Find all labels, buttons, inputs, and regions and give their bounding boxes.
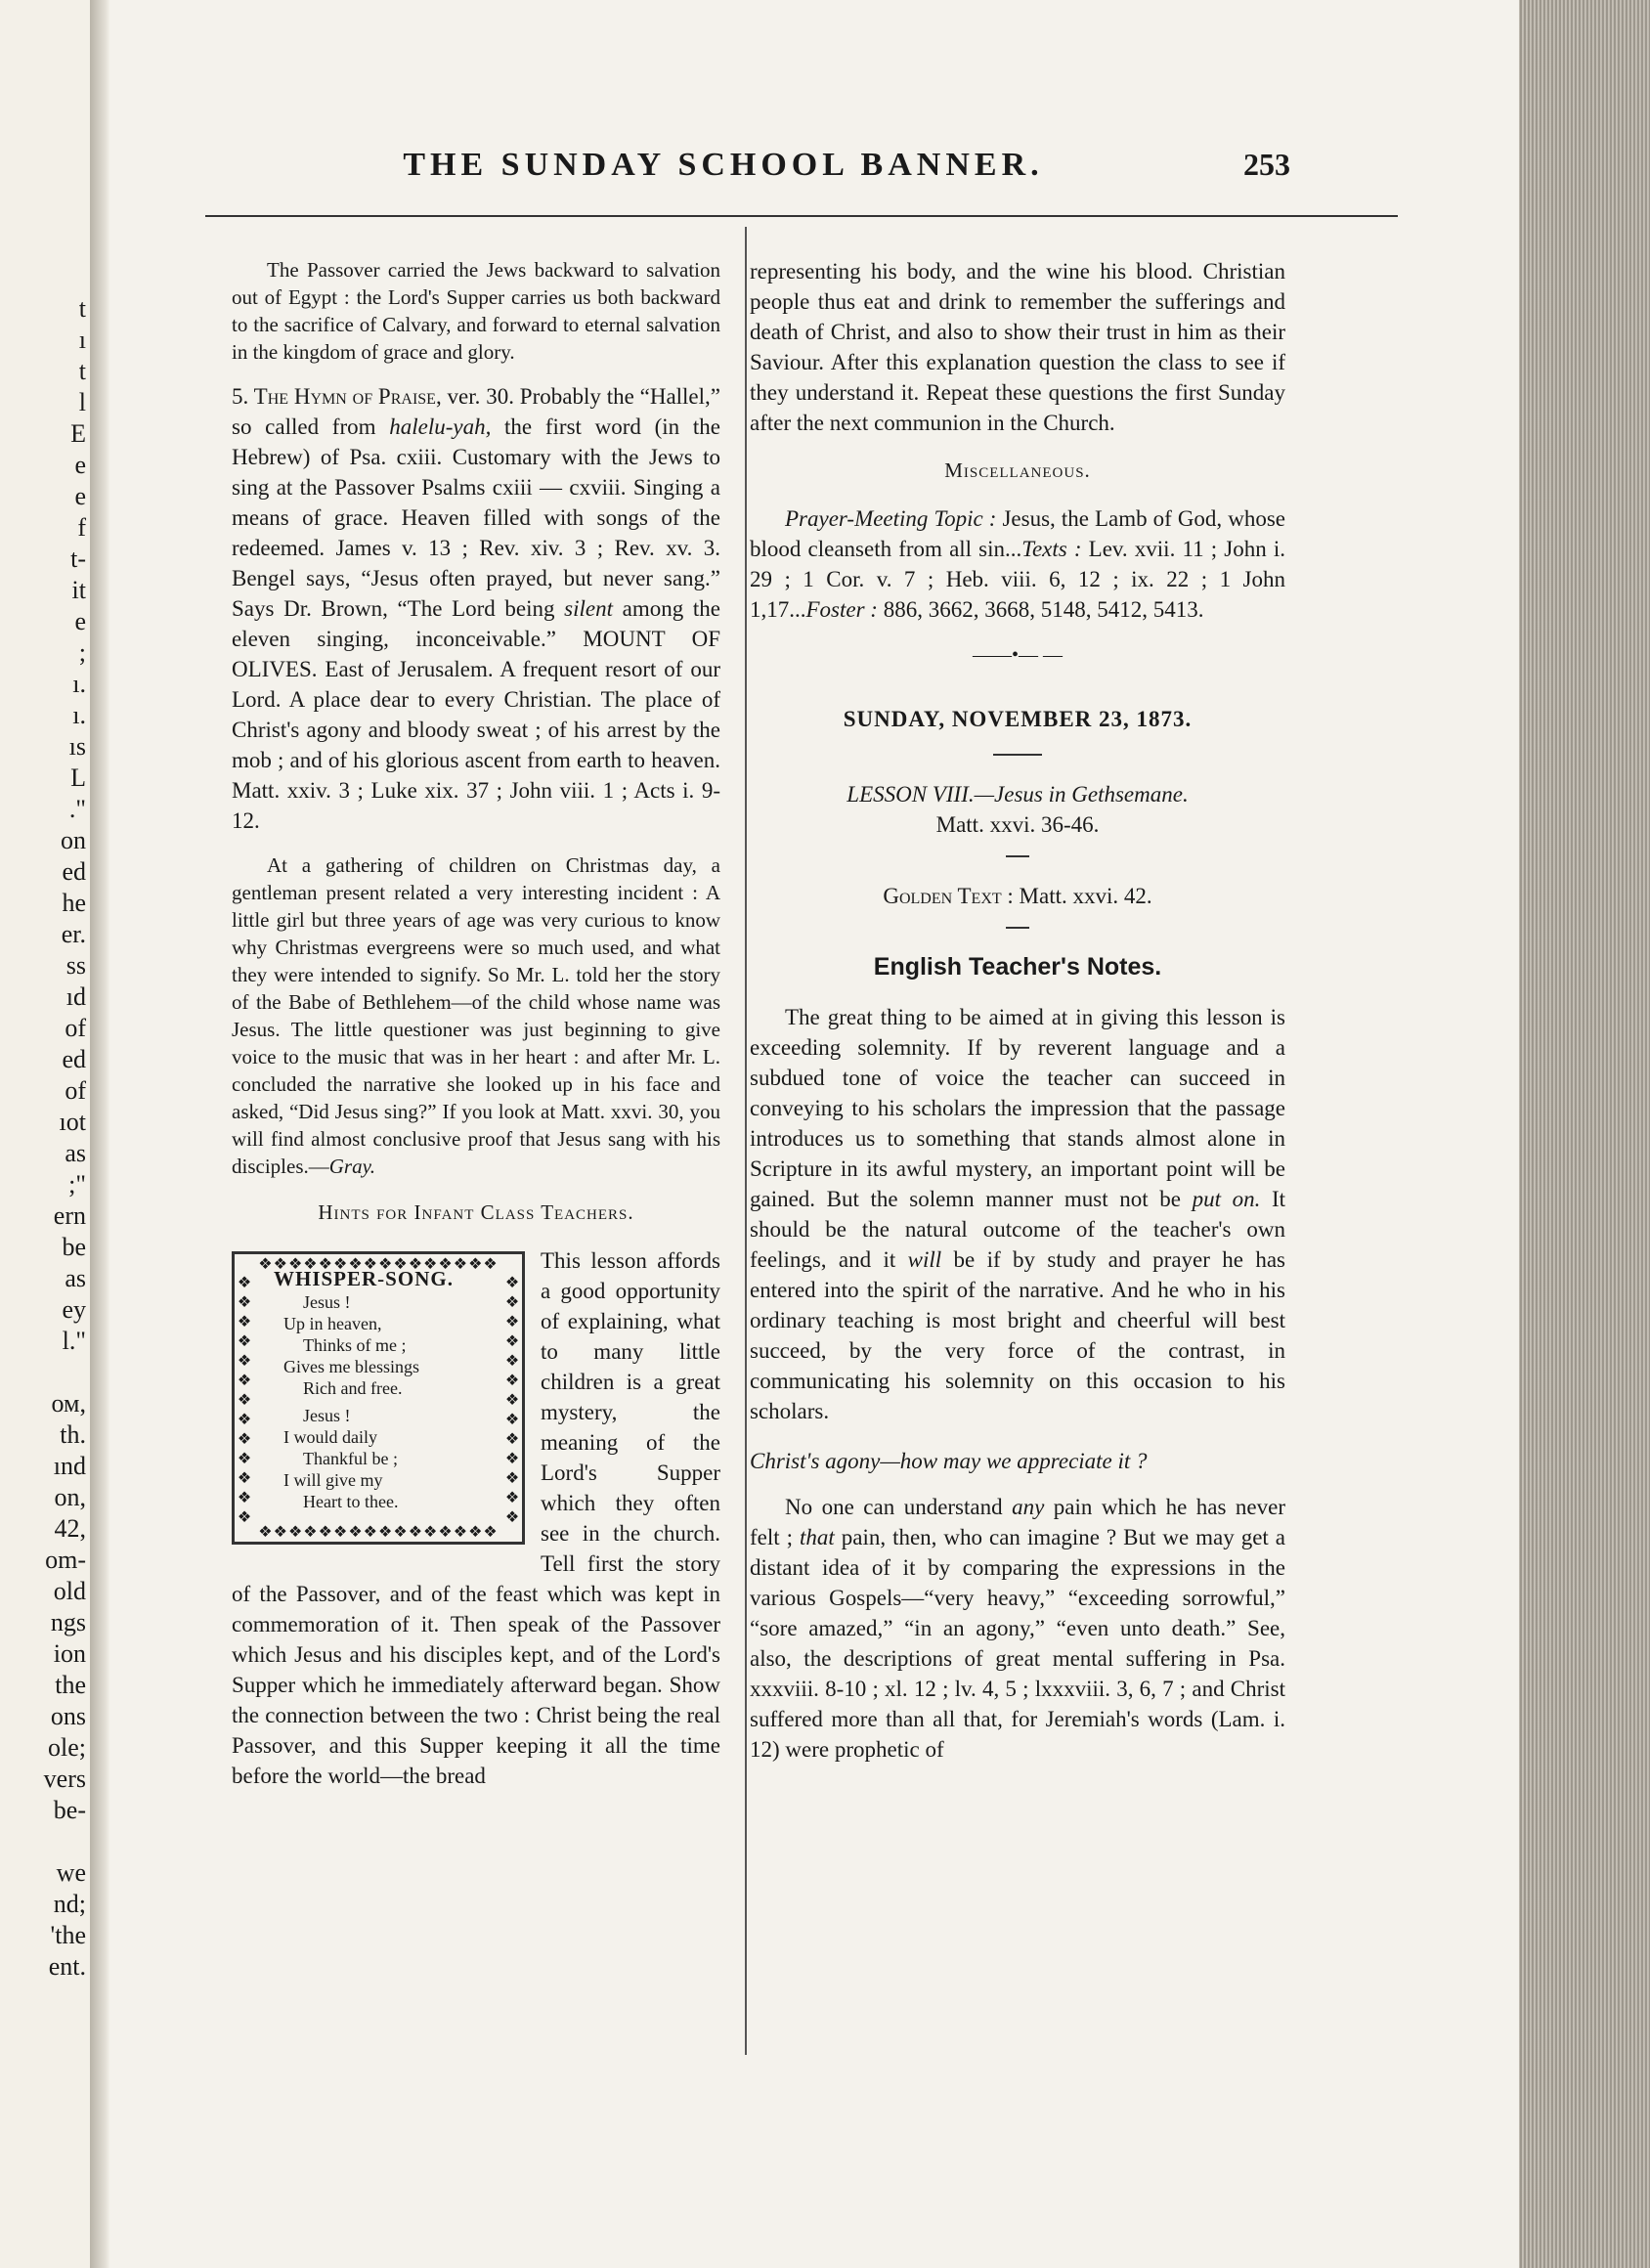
facing-page-fragment: ; <box>78 638 86 667</box>
italic-run: that <box>800 1525 835 1549</box>
italic-run: will <box>907 1247 942 1272</box>
facing-page-fragment: it <box>71 576 86 604</box>
song-line: Up in heaven, <box>283 1314 382 1333</box>
italic-run: any <box>1012 1495 1045 1519</box>
facing-page-fragment: ent. <box>48 1952 86 1981</box>
facing-page-fragment: on, <box>54 1483 86 1511</box>
hymn-of-praise-paragraph <box>232 381 720 836</box>
facing-page-fragment: 'the <box>50 1921 86 1949</box>
prayer-label: Prayer-Meeting Topic : <box>785 506 997 531</box>
lesson-reference: Matt. xxvi. 36-46. <box>935 812 1100 837</box>
texts-label: Texts : <box>1021 537 1082 561</box>
text-run: pain which he has never felt ; <box>750 1495 1285 1549</box>
facing-page-fragment: ss <box>65 951 86 980</box>
facing-page-fragment <box>0 1826 90 1857</box>
christmas-anecdote-paragraph <box>232 851 720 1180</box>
song-line: Rich and free. <box>303 1378 403 1398</box>
lesson-date: SUNDAY, NOVEMBER 23, 1873. <box>843 707 1193 731</box>
facing-page-fragment: ons <box>50 1702 86 1730</box>
agony-heading-text: Christ's agony—how may we appreciate it ? <box>750 1449 1148 1473</box>
section-ornament: ——•— — <box>972 644 1063 666</box>
facing-page-fragment: be <box>62 1233 86 1261</box>
text-run: Jesus, the Lamb of God, whose blood cleanseth from all sin... <box>750 506 1285 561</box>
facing-page-fragment: ern <box>53 1201 86 1230</box>
facing-page-fragment: he <box>62 889 86 917</box>
facing-page-fragment: e <box>74 607 86 635</box>
facing-page-fragment: e <box>74 451 86 479</box>
facing-page-fragment: t <box>78 294 86 323</box>
facing-page-fragment: on <box>61 826 86 854</box>
facing-page-fragment: ı. <box>72 670 86 698</box>
text-run: No one can understand <box>785 1495 1013 1519</box>
facing-page-fragment: ı <box>78 326 86 354</box>
facing-page-fragment: ıd <box>65 982 86 1011</box>
facing-page-fragment: ey <box>62 1295 86 1324</box>
song-line: Gives me blessings <box>283 1357 419 1376</box>
facing-page-edge <box>0 0 90 2268</box>
facing-page-fragment: we <box>56 1858 86 1887</box>
short-rule <box>1006 927 1029 929</box>
text-run: It should be the natural outcome of the teacher's own feelings, and it <box>750 1187 1285 1272</box>
column-left <box>232 256 720 1807</box>
facing-page-fragment: ınd <box>53 1452 86 1480</box>
facing-page-fragment: ion <box>53 1639 86 1668</box>
golden-text-label: Golden Text : <box>883 884 1014 908</box>
ornamental-border-top: ❖❖❖❖❖❖❖❖❖❖❖❖❖❖❖❖ <box>258 1256 499 1273</box>
facing-page-fragment: ом, <box>51 1389 86 1418</box>
golden-text <box>750 881 1285 911</box>
miscellaneous-heading: Miscellaneous. <box>944 458 1091 482</box>
song-line: I will give my <box>283 1470 383 1490</box>
facing-page-text-fragments <box>0 293 90 1983</box>
text-run: The great thing to be aimed at in giving this lesson is exceeding solemnity. If by reverent language and a subdued tone of voice the teacher can succeed in conveying to his scholars the impression that the passage introduces us to something that stands almost alone in Scripture in its awful mystery, an important point will be gained. But the solemn manner must not be <box>750 1005 1285 1211</box>
ornamental-border-right: ❖ ❖ ❖ ❖ ❖ ❖ ❖ ❖ ❖ ❖ ❖ ❖ ❖ <box>504 1275 520 1522</box>
foster-label: Foster : <box>805 597 878 622</box>
facing-page-fragment: of <box>65 1076 86 1105</box>
facing-page-fragment: ıot <box>59 1108 86 1136</box>
book-gutter <box>90 0 109 2268</box>
agony-paragraph <box>750 1492 1285 1765</box>
communion-paragraph: representing his body, and the wine his blood. Christian people thus eat and drink to remember the sufferings and death of Christ, and also to show their trust in him as their Saviour. After this explanation question the class to see if they understand it. Repeat these questions the first Sunday after the next communion in the Church. <box>750 259 1285 435</box>
facing-page-fragment: f <box>77 513 86 542</box>
column-divider <box>745 227 747 2055</box>
lesson-name: —Jesus in Gethsemane. <box>974 782 1189 807</box>
facing-page-fragment: ı. <box>72 701 86 729</box>
golden-text-ref: Matt. xxvi. 42. <box>1013 884 1152 908</box>
hymn-heading: 5. The Hymn of Praise, <box>232 384 442 409</box>
author-attribution: Gray. <box>328 1155 375 1178</box>
facing-page-fragment: ole; <box>48 1733 86 1762</box>
infant-class-paragraph: This lesson affords a good opportunity of explaining, what to many little children is a great mystery, the meaning of the Lord's Supper which they often see in the church. Tell first the story of the Passover, and of the feast which was kept in commemoration of it. Then speak of the Passover which Jesus and his disciples kept, and of the Lord's Supper which he immediately afterward began. Show the connection between the two : Christ being the real Passover, and this Supper keeping it all the time before the world—the bread <box>232 1248 720 1788</box>
italic-run: silent <box>564 596 614 621</box>
whisper-song-box <box>232 1251 525 1545</box>
facing-page-fragment: ." <box>68 795 86 823</box>
facing-page-fragment: the <box>55 1671 86 1699</box>
song-line: Jesus ! <box>303 1406 351 1425</box>
facing-page-fragment: ;" <box>68 1170 86 1199</box>
facing-page-fragment: th. <box>60 1420 86 1449</box>
text-run: be if by study and prayer he has entered into the spirit of the narrative. And he who in his ordinary teaching is most bright and cheerful will best succeed, by the very force of the contrast, in communicating his solemnity on this occasion to his scholars. <box>750 1247 1286 1423</box>
book-page <box>109 0 1519 2268</box>
facing-page-fragment: ed <box>62 1045 86 1073</box>
facing-page-fragment: ngs <box>50 1608 86 1636</box>
facing-page-fragment: old <box>53 1577 86 1605</box>
facing-page-fragment: e <box>74 482 86 510</box>
ornamental-border-left: ❖ ❖ ❖ ❖ ❖ ❖ ❖ ❖ ❖ ❖ ❖ ❖ ❖ <box>237 1275 252 1522</box>
facing-page-fragment: om- <box>45 1546 86 1574</box>
facing-page-fragment: of <box>65 1014 86 1042</box>
teachers-notes-heading: English Teacher's Notes. <box>873 953 1162 981</box>
text-run: among the eleven singing, inconceivable.” MOUNT OF OLIVES. East of Jerusalem. A frequent resort of our Lord. A place dear to every Christian. The place of Christ's agony and bloody sweat ; of his arrest by the mob ; and of his glorious ascent from earth to heaven. Matt. xxiv. 3 ; Luke xix. 37 ; John viii. 1 ; Acts i. 9-12. <box>232 596 720 833</box>
book-page-stack-edge <box>1519 0 1650 2268</box>
text-run: 886, 3662, 3668, 5148, 5412, 5413. <box>877 597 1204 622</box>
facing-page-fragment: vers <box>43 1765 86 1793</box>
short-rule <box>1006 855 1029 857</box>
text-run: At a gathering of children on Christmas day, a gentleman present related a very interesting incident : A little girl but three years of age was very curious to know why Christmas evergreens were so much used, and what they were intended to signify. So Mr. L. told her the story of the Babe of Bethlehem—of the child whose name was Jesus. The little questioner was just beginning to give voice to the music that was in her heart : and after Mr. L. concluded the narrative she looked up in his face and asked, “Did Jesus sing?” If you look at Matt. xxvi. 30, you will find almost conclusive proof that Jesus sang with his disciples.— <box>232 853 720 1178</box>
text-run: Lev. xvii. 11 ; John i. 29 ; 1 Cor. v. 7 ; Heb. viii. 6, 12 ; ix. 22 ; 1 John 1,17... <box>750 537 1285 622</box>
facing-page-fragment <box>0 1357 90 1388</box>
italic-run: halelu-yah, <box>389 414 492 439</box>
agony-heading <box>750 1446 1285 1476</box>
text-run: the first word (in the Hebrew) of Psa. cxiii. Customary with the Jews to sing at the Passover Psalms cxiii — cxviii. Singing a means of grace. Heaven filled with songs of the redeemed. James v. 13 ; Rev. xiv. 3 ; Rev. xv. 3. Bengel says, “Jesus often prayed, but never sang.” Says Dr. Brown, “The Lord being <box>232 414 720 621</box>
song-line: Thankful be ; <box>303 1449 398 1468</box>
facing-page-fragment: t <box>78 357 86 385</box>
prayer-meeting-paragraph <box>750 503 1285 625</box>
lesson-title <box>750 779 1285 809</box>
ornamental-border-bottom: ❖❖❖❖❖❖❖❖❖❖❖❖❖❖❖❖ <box>258 1524 499 1541</box>
song-line: I would daily <box>283 1427 377 1447</box>
facing-page-fragment: as <box>65 1264 86 1292</box>
facing-page-fragment: t- <box>70 545 86 573</box>
facing-page-fragment: l <box>78 388 86 416</box>
facing-page-fragment: L <box>70 763 86 792</box>
song-line: Thinks of me ; <box>303 1335 407 1355</box>
facing-page-fragment: ıs <box>68 732 86 761</box>
page-number: 253 <box>1243 147 1290 182</box>
solemnity-paragraph <box>750 1002 1285 1426</box>
song-line: Jesus ! <box>303 1292 351 1312</box>
text-run: ver. 30. Probably the “Hallel,” so called from <box>232 384 720 439</box>
short-rule <box>993 754 1042 756</box>
column-right <box>750 256 1285 1780</box>
facing-page-fragment: as <box>65 1139 86 1167</box>
facing-page-fragment: be- <box>53 1796 86 1824</box>
facing-page-fragment: 42, <box>54 1514 86 1543</box>
text-run: pain, then, who can imagine ? But we may get a distant idea of it by comparing the expressions in the various Gospels—“very heavy,” “exceeding sorrowful,” “sore amazed,” “in an agony,” “even unto death.” See, also, the descriptions of great mental suffering in Psa. xxxviii. 8-10 ; xl. 12 ; lv. 4, 5 ; lxxxviii. 3, 6, 7 ; and Christ suffered more than all that, for Jeremiah's words (Lam. i. 12) were prophetic of <box>750 1525 1285 1762</box>
song-line: Heart to thee. <box>303 1492 399 1511</box>
lesson-label: LESSON VIII. <box>847 782 975 807</box>
facing-page-fragment: er. <box>61 920 86 948</box>
facing-page-fragment: ed <box>62 857 86 886</box>
passover-paragraph: The Passover carried the Jews backward to salvation out of Egypt : the Lord's Supper carries us both backward to the sacrifice of Calvary, and forward to eternal salvation in the kingdom of grace and glory. <box>232 258 720 364</box>
running-head: THE SUNDAY SCHOOL BANNER. <box>403 147 1044 183</box>
hints-heading: Hints for Infant Class Teachers. <box>318 1200 634 1224</box>
whisper-song-title: WHISPER-SONG. <box>274 1267 454 1290</box>
italic-run: put on. <box>1192 1187 1261 1211</box>
header-rule <box>205 215 1398 217</box>
facing-page-fragment: E <box>70 419 86 448</box>
facing-page-fragment: l." <box>62 1327 86 1355</box>
facing-page-fragment: nd; <box>53 1890 86 1918</box>
